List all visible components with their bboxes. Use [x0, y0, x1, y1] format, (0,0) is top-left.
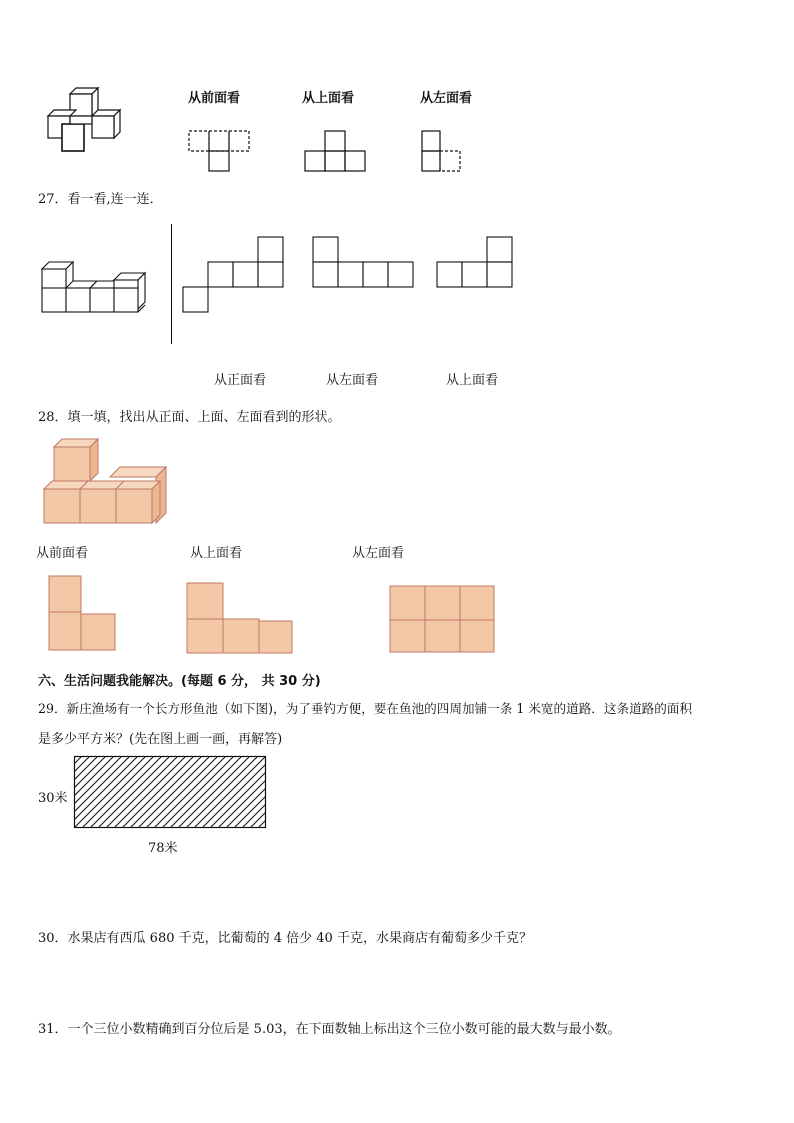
q26-label-top: 从上面看: [302, 91, 355, 106]
q27-label-left: 从左面看: [326, 373, 379, 388]
q28-front-view: [48, 575, 120, 653]
q26-cube-figure: [40, 84, 130, 156]
q29-text-line1: 29．新庄渔场有一个长方形鱼池（如下图)，为了垂钓方便，要在鱼池的四周加铺一条 1 米宽的道路．这条道路的面积: [38, 701, 693, 716]
q29-pond-rectangle: [74, 756, 268, 830]
q27-divider: [171, 224, 172, 344]
q29-width-label: 78米: [148, 841, 178, 856]
q26-top-view: [304, 128, 368, 174]
q28-label-left: 从左面看: [352, 546, 405, 561]
q28-left-view: [389, 585, 497, 655]
q26-front-view: [188, 128, 252, 174]
q28-cube-figure: [44, 437, 172, 527]
q27-option-view-3: [436, 236, 516, 290]
q27-label-top: 从上面看: [446, 373, 499, 388]
q28-label-front: 从前面看: [36, 546, 89, 561]
section6-heading: 六、生活问题我能解决。(每题 6 分， 共 30 分): [38, 674, 321, 689]
q27-option-view-1: [182, 236, 286, 314]
q29-height-label: 30米: [38, 791, 68, 806]
q29-text-line2: 是多少平方米？(先在图上画一画，再解答): [38, 732, 283, 747]
q26-label-front: 从前面看: [188, 91, 241, 106]
q27-cube-figure: [42, 262, 156, 314]
q26-left-view: [420, 128, 466, 174]
q28-label-top: 从上面看: [190, 546, 243, 561]
q28-top-view: [186, 582, 296, 656]
q27-title: 27．看一看,连一连．: [38, 192, 163, 207]
q30-text: 30．水果店有西瓜 680 千克，比葡萄的 4 倍少 40 千克，水果商店有葡萄多少千克？: [38, 931, 532, 946]
q31-text: 31．一个三位小数精确到百分位后是 5.03，在下面数轴上标出这个三位小数可能的最大数与最小数。: [38, 1022, 621, 1037]
q28-title: 28．填一填，找出从正面、上面、左面看到的形状。: [38, 410, 341, 425]
q27-label-front: 从正面看: [214, 373, 267, 388]
q27-option-view-2: [312, 236, 416, 290]
q26-label-left: 从左面看: [420, 91, 473, 106]
